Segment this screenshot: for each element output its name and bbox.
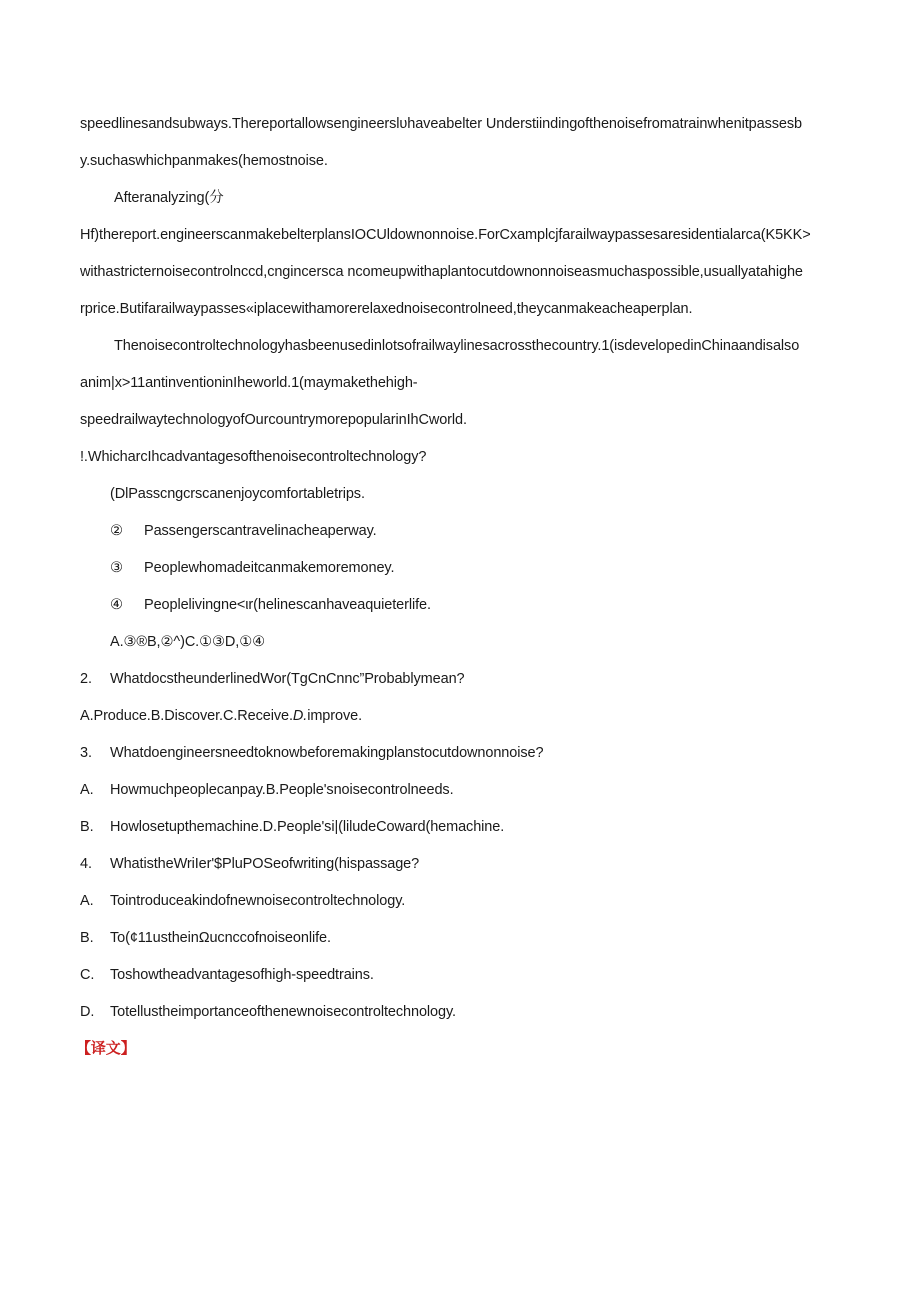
question-3-stem [80,743,543,763]
question-number: 4. [80,856,92,872]
passage-line-1: speedlinesandsubways.Thereportallowsengineerslυhaveabelter Understiindingofthenoisefromatrainwhenitpassesb [80,116,802,132]
option-text: Howlosetupthemachine.D.People'si|(liludeCoward(hemachine. [110,819,505,835]
question-4-option-a [80,891,405,911]
option-number: ② [110,523,123,539]
question-4-option-d [80,1002,456,1022]
option-text: Tointroduceakindofnewnoisecontroltechnology. [110,893,406,909]
option-label: C. [80,967,95,983]
question-text: WhatdocstheunderlinedWor(TgCnCnnc”Probablymean? [110,671,465,687]
question-number: 3. [80,745,92,761]
option-text: To(¢11ustheinΩucnccofnoiseonlife. [110,930,331,946]
question-text: WhatistheWriIer'$PluPOSeofwriting(hispassage? [110,856,420,872]
question-1-option-2 [110,521,377,541]
option-number: ④ [110,597,123,613]
question-1-option-4 [110,595,431,615]
translation-heading: 【译文】 [76,1039,136,1057]
option-text: Peoplelivingne<ιr(helinescanhaveaquieterlife. [144,597,431,613]
question-3-option-a [80,780,454,800]
question-1-stem: !.WhicharcIhcadvantagesofthenoisecontroltechnology? [80,449,427,465]
option-label: A. [80,782,94,798]
option-text: Toshowtheadvantagesofhigh-speedtrains. [110,967,374,983]
choice-d-letter: D. [292,708,308,724]
question-number: 2. [80,671,92,687]
question-4-option-c [80,965,374,985]
question-3-option-b [80,817,504,837]
question-text: Whatdoengineersneedtoknowbeforemakingplanstocutdownonnoise? [110,745,544,761]
question-2-choices [80,706,362,726]
question-1-choices: A.③®B,②^)C.①③D,①④ [110,634,266,650]
passage-line-9: speedrailwaytechnologyofOurcountrymorepopularinIhCworld. [80,412,467,428]
choices-a-c: A.Produce.B.Discover.C.Receive. [80,708,293,724]
passage-line-2: y.suchaswhichpanmakes(hemostnoise. [80,153,328,169]
question-1-option-1: (DlPasscngcrscanenjoycomfortabletrips. [110,486,365,502]
choice-d-text: improve. [307,708,363,724]
option-text: Passengerscantravelinacheaperway. [144,523,377,539]
option-label: A. [80,893,94,909]
question-4-stem [80,854,419,874]
passage-line-6: rprice.Butifarailwaypasses«iplacewithamorerelaxednoisecontrolneed,theycanmakeacheaperplan. [80,301,693,317]
passage-line-4: Hf)thereport.engineerscanmakebelterplansIOCUldownonnoise.ForCxamplcjfarailwaypassesaresidentialarca(K5KK> [80,227,811,243]
question-1-option-3 [110,558,394,578]
option-text: Howmuchpeoplecanpay.B.People'snoisecontrolneeds. [110,782,454,798]
question-4-option-b [80,928,331,948]
passage-line-3: Afteranalyzing(分 [114,190,224,206]
option-label: D. [80,1004,95,1020]
passage-line-8: anim|x>11antinventioninIheworld.1(maymakethehigh- [80,375,418,391]
option-text: Totellustheimportanceofthenewnoisecontroltechnology. [110,1004,456,1020]
passage-line-7: Thenoisecontroltechnologyhasbeenusedinlotsofrailwaylinesacrossthecountry.1(isdevelopedinChinaandisalso [114,338,800,354]
option-number: ③ [110,560,123,576]
question-2-stem [80,669,465,689]
option-text: Peoplewhomadeitcanmakemoremoney. [144,560,395,576]
option-label: B. [80,930,94,946]
passage-line-5: withastricternoisecontrolnccd,cngincersca ncomeupwithaplantocutdownonnoiseasmuchaspossible,usuallyatahighe [80,264,803,280]
option-label: B. [80,819,94,835]
